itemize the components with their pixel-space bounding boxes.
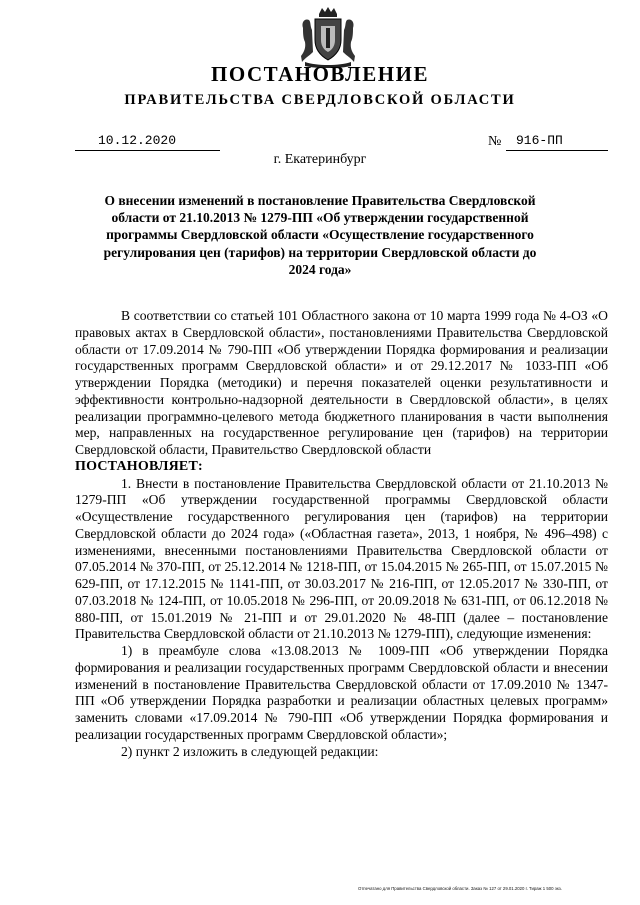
intro-paragraph: В соответствии со статьей 101 Областного закона от 10 марта 1999 года № 4-ОЗ «О правовых актах в Свердловской области», постановлениями Правительства Свердловской области от 17.09.2014 № 790-ПП «Об утверждении Порядка формирования и реализации государственных программ Свердловской области» и от 29.12.2017 № 1033-ПП «Об утверждении Порядка (методики) и перечня показателей оценки результативности и эффективности контрольно-надзорной деятельности в Свердловской области», в целях реализации программно-целевого метода бюджетного планирования в части выполнения мер, направленных на государственное регулирование цен (тарифов) на территории Свердловской области, Правительство Свердловской области	[75, 308, 608, 457]
document-title: О внесении изменений в постановление Правительства Свердловской области от 21.10.2013 № 1279-ПП «Об утверждении государственной программы Свердловской области «Осуществление государственного регулирования цен (тарифов) на территории Свердловской области до 2024 года»	[103, 193, 537, 277]
document-number: 916-ПП	[516, 133, 563, 148]
document-date: 10.12.2020	[98, 133, 177, 148]
issuing-authority-heading: ПРАВИТЕЛЬСТВА СВЕРДЛОВСКОЙ ОБЛАСТИ	[124, 92, 516, 108]
subitem-1-paragraph: 1) в преамбуле слова «13.08.2013 № 1009-ПП «Об утверждении Порядка формирования и реализации государственных программ Свердловской области и внесении изменений в постановление Правительства Свердловской области от 17.09.2010 № 1347-ПП «Об утверждении Порядка разработки и реализации областных целевых программ» заменить словами «17.09.2014 № 790-ПП «Об утверждении Порядка формирования и реализации государственных программ Свердловской области»;	[75, 643, 608, 742]
document-body	[75, 308, 608, 760]
print-footer: Отпечатано для Правительства Свердловской области. Заказ № 127 от 29.01.2020 г. Тираж 1 500 экз.	[358, 886, 562, 891]
subitem-2-paragraph: 2) пункт 2 изложить в следующей редакции:	[121, 743, 379, 759]
city-name: г. Екатеринбург	[273, 152, 367, 167]
document-type-heading: ПОСТАНОВЛЕНИЕ	[211, 62, 429, 86]
decree-word: ПОСТАНОВЛЯЕТ:	[75, 458, 203, 474]
item-1-paragraph: 1. Внести в постановление Правительства Свердловской области от 21.10.2013 № 1279-ПП «Об утверждении государственной программы Свердловской области «Осуществление государственного регулирования цен (тарифов) на территории Свердловской области до 2024 года» («Областная газета», 2013, 1 ноября, № 496–498) с изменениями, внесенными постановлениями Правительства Свердловской области от 07.05.2014 № 370-ПП, от 25.12.2014 № 1218-ПП, от 15.04.2015 № 265-ПП, от 15.07.2015 № 629-ПП, от 17.12.2015 № 1141-ПП, от 30.03.2017 № 216-ПП, от 12.05.2017 № 330-ПП, от 07.03.2018 № 124-ПП, от 10.05.2018 № 296-ПП, от 20.09.2018 № 631-ПП, от 06.12.2018 № 880-ПП, от 15.01.2019 № 21-ПП и от 29.01.2020 № 48-ПП (далее – постановление Правительства Свердловской области от 21.10.2013 № 1279-ПП), следующие изменения:	[75, 475, 608, 642]
number-sign: №	[488, 134, 502, 149]
coat-of-arms-emblem	[299, 6, 357, 68]
